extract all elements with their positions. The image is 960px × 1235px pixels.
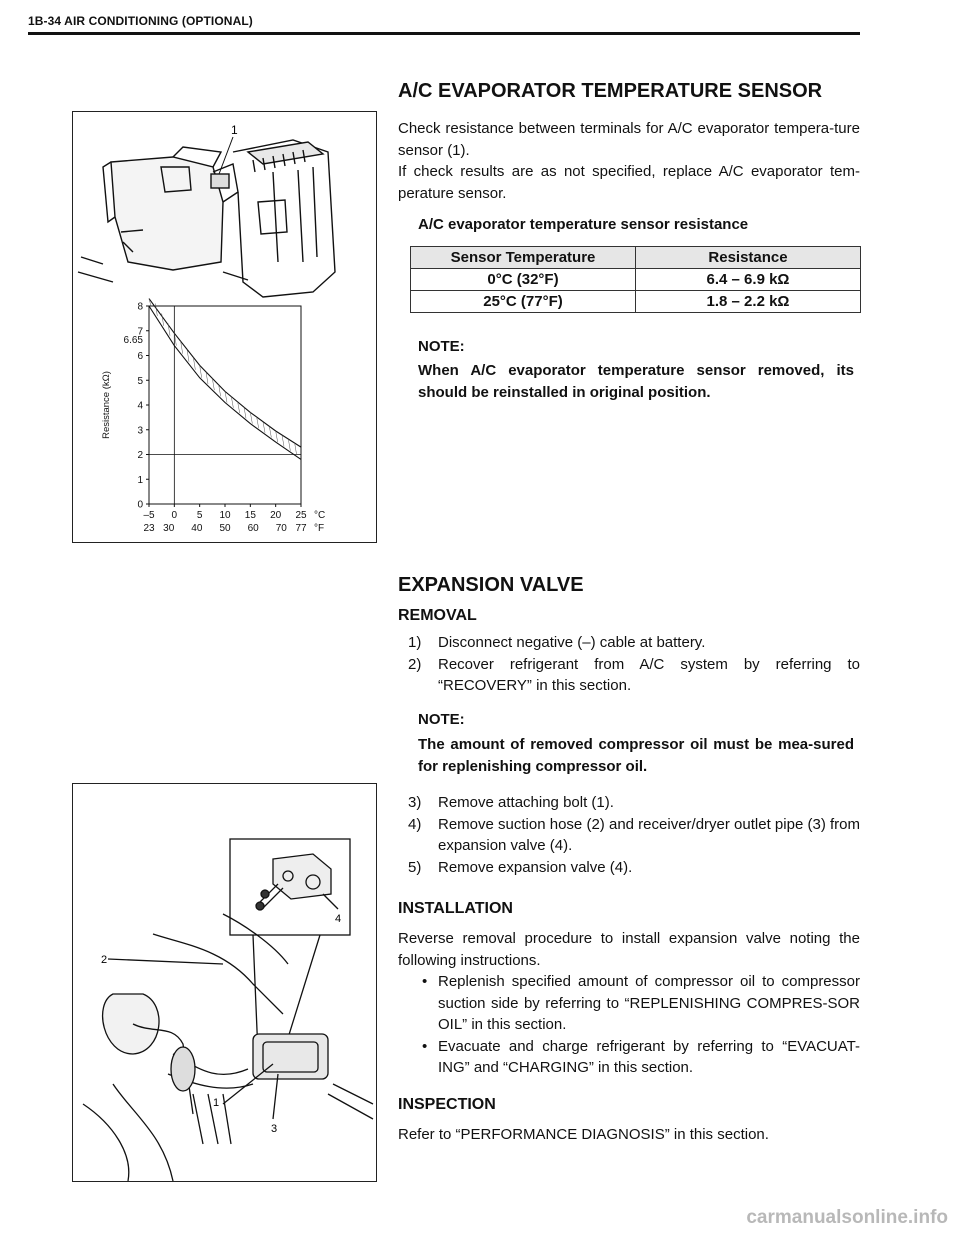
step-text: Remove suction hose (2) and receiver/dryer outlet pipe (3) from expansion valve (4).: [438, 815, 860, 854]
series-line-upper: [149, 299, 301, 448]
list-item: [418, 971, 860, 1036]
page-header: 1B-34 AIR CONDITIONING (OPTIONAL): [28, 14, 253, 28]
x-tick-label-c: 20: [270, 510, 282, 521]
y-tick-label: 5: [137, 375, 143, 387]
x-tick-label-f: 60: [247, 523, 259, 534]
installation-text: Reverse removal procedure to install expansion valve noting the following instructions.: [398, 930, 860, 969]
x-tick-label-f: 23: [143, 523, 155, 534]
expansion-valve-figure: [72, 783, 377, 1182]
list-item: [408, 792, 860, 814]
list-item: [418, 1036, 860, 1079]
removal-steps-b: [408, 792, 860, 878]
table-row: [411, 269, 861, 291]
figure2-callout-1: 1: [213, 1097, 220, 1109]
evaporator-illustration: [78, 140, 335, 297]
table-header-resistance: Resistance: [636, 247, 861, 269]
note-title-sensor: NOTE:: [418, 338, 465, 355]
note-title-valve: NOTE:: [418, 711, 465, 728]
band-hatch: [295, 443, 297, 455]
x-tick-label-f: 40: [191, 523, 203, 534]
y-tick-label: 4: [137, 400, 143, 412]
step-number: 1): [408, 634, 422, 651]
x-tick-label-c: 5: [196, 510, 203, 521]
x-tick-label-f: 70: [275, 523, 287, 534]
removal-title: REMOVAL: [398, 607, 477, 624]
resistance-table: [410, 246, 861, 313]
inspection-text: Refer to “PERFORMANCE DIAGNOSIS” in this section.: [398, 1126, 769, 1143]
x-tick-label-f: 77: [295, 523, 307, 534]
chart-frame: [149, 306, 301, 504]
inspection-title: INSPECTION: [398, 1096, 496, 1113]
x-tick-label-f: 50: [219, 523, 231, 534]
x-unit-f: °F: [314, 523, 325, 534]
x-tick-label-c: 25: [295, 510, 307, 521]
step-text: Remove expansion valve (4).: [438, 858, 633, 876]
note-text-sensor: When A/C evaporator temperature sensor removed, its should be reinstalled in original position.: [418, 362, 854, 401]
note-text-valve: The amount of removed compressor oil must be mea-sured for replenishing compressor oil.: [418, 736, 854, 775]
table-caption: A/C evaporator temperature sensor resistance: [418, 216, 749, 233]
table-cell: 0°C (32°F): [411, 269, 636, 291]
sensor-figure: [72, 111, 377, 543]
figure2-callout-2: 2: [101, 954, 108, 966]
resistance-chart: [101, 299, 325, 534]
sensor-intro-1: Check resistance between terminals for A/C evaporator tempera-ture sensor (1).: [398, 120, 860, 159]
expansion-valve-svg: [73, 784, 376, 1181]
valve-illustration: [83, 839, 373, 1181]
step-number: 2): [408, 655, 422, 673]
step-text: Recover refrigerant from A/C system by referring to “RECOVERY” in this section.: [438, 655, 860, 694]
figure2-callout-3: 3: [271, 1123, 278, 1135]
step-number: 3): [408, 794, 422, 811]
bullet-mark: •: [422, 973, 428, 990]
step-text: Disconnect negative (–) cable at battery.: [438, 634, 706, 651]
bullet-mark: •: [422, 1037, 428, 1055]
list-item: [408, 654, 860, 697]
y-tick-label: 0: [137, 499, 143, 511]
y-tick-label: 2: [137, 450, 143, 461]
x-tick-label-c: 15: [244, 510, 256, 521]
installation-title: INSTALLATION: [398, 900, 513, 917]
y-tick-label: 7: [137, 326, 143, 338]
x-tick-label-f: 30: [163, 523, 175, 534]
table-header-temperature: Sensor Temperature: [411, 247, 636, 269]
table-row: [411, 291, 861, 313]
figure2-callout-4: 4: [335, 913, 342, 925]
y-marker-label: 6.65: [123, 334, 143, 346]
x-tick-label-c: 10: [219, 510, 231, 521]
step-number: 4): [408, 815, 422, 833]
table-cell: 6.4 – 6.9 kΩ: [636, 269, 861, 291]
y-tick-label: 6: [137, 351, 143, 362]
table-cell: 1.8 – 2.2 kΩ: [636, 291, 861, 313]
y-axis-label: Resistance (kΩ): [101, 371, 112, 439]
installation-bullets: [418, 971, 860, 1079]
figure1-callout-leader: [219, 137, 233, 174]
step-text: Remove attaching bolt (1).: [438, 794, 614, 811]
section-title-expansion-valve: EXPANSION VALVE: [398, 574, 584, 596]
sensor-intro-2: If check results are as not specified, replace A/C evaporator tem-perature sensor.: [398, 163, 860, 202]
figure1-callout: 1: [231, 123, 238, 137]
x-tick-label-c: –5: [143, 510, 155, 521]
band-hatch: [288, 439, 290, 451]
sensor-figure-svg: [73, 112, 376, 542]
y-tick-label: 3: [137, 425, 143, 437]
list-item: [408, 814, 860, 857]
x-tick-label-c: 0: [171, 510, 178, 521]
list-item: [408, 857, 860, 879]
bullet-text: Replenish specified amount of compressor oil to compressor suction side by referring to “REPLENISHING COMPRES-SOR OIL” in this section.: [438, 973, 860, 1033]
header-rule: [28, 32, 860, 35]
band-hatch: [162, 313, 164, 325]
y-tick-label: 1: [137, 474, 143, 486]
x-unit-c: °C: [314, 510, 326, 521]
section-title-sensor: A/C EVAPORATOR TEMPERATURE SENSOR: [398, 80, 823, 102]
bullet-text: Evacuate and charge refrigerant by referring to “EVACUAT-ING” and “CHARGING” in this section.: [438, 1037, 860, 1076]
table-cell: 25°C (77°F): [411, 291, 636, 313]
list-item: [408, 632, 860, 654]
y-tick-label: 8: [137, 301, 143, 313]
step-number: 5): [408, 858, 422, 876]
watermark: carmanualsonline.info: [746, 1207, 948, 1228]
removal-steps-a: [408, 632, 860, 697]
